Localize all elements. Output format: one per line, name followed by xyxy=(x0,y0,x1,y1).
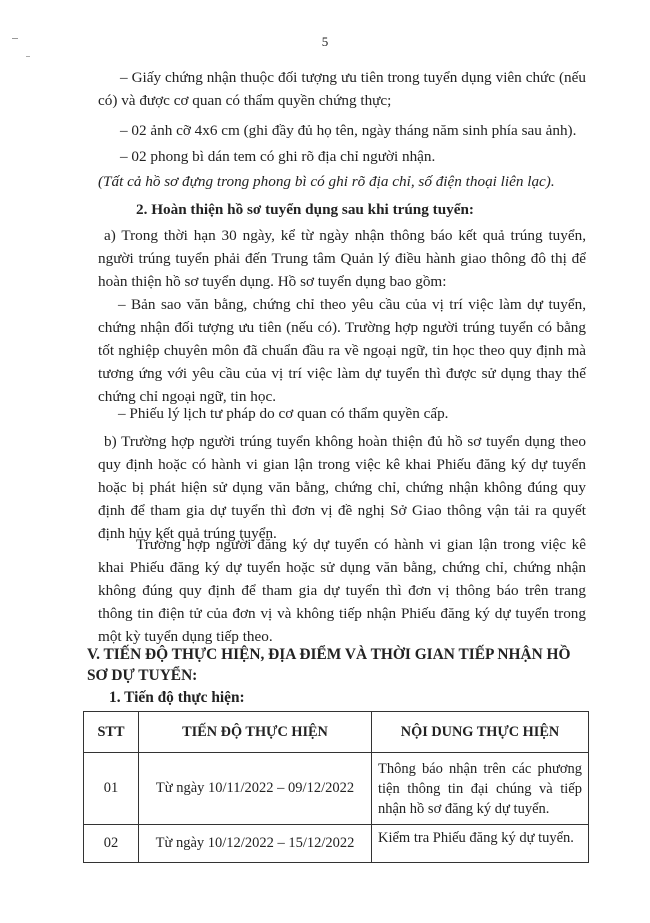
column-header: STT xyxy=(84,712,139,753)
sub-heading: 1. Tiến độ thực hiện: xyxy=(109,689,245,706)
table-cell: Từ ngày 10/11/2022 – 09/12/2022 xyxy=(139,753,372,825)
paragraph: b) Trường hợp người trúng tuyển không hoàn thiện đủ hồ sơ tuyển dụng theo quy định hoặc có hành vi gian lận trong việc kê khai Phiếu đăng ký dự tuyển hoặc bị phát hiện sử dụng văn bằng, chứng chỉ, chứng nhận không đúng quy định để tham gia dự tuyển thì đơn vị đề nghị Sở Giao thông vận tải ra quyết định hủy kết quả trúng tuyển. xyxy=(98,433,586,542)
paragraph: Trường hợp người đăng ký dự tuyển có hành vi gian lận trong việc kê khai Phiếu đăng ký dự tuyển hoặc sử dụng văn bằng, chứng chỉ, chứng nhận không đúng quy định để tham gia dự tuyển thì đơn vị thông báo trên trang thông tin điện tử của đơn vị và không tiếp nhận Phiếu đăng ký dự tuyển trong một kỳ tuyển dụng tiếp theo. xyxy=(98,536,586,645)
table-row xyxy=(84,753,589,825)
table-header-row xyxy=(84,712,589,753)
page-number: 5 xyxy=(321,34,329,49)
column-header: NỘI DUNG THỰC HIỆN xyxy=(372,712,589,753)
paragraph: – Giấy chứng nhận thuộc đối tượng ưu tiên trong tuyển dụng viên chức (nếu có) và được cơ quan có thẩm quyền chứng thực; xyxy=(98,69,586,109)
paragraph: a) Trong thời hạn 30 ngày, kể từ ngày nhận thông báo kết quả trúng tuyển, người trúng tuyển phải đến Trung tâm Quản lý điều hành giao thông đô thị để hoàn thiện hồ sơ tuyển dụng. Hồ sơ tuyển dụng bao gồm: xyxy=(98,227,586,290)
paragraph: – Bản sao văn bằng, chứng chỉ theo yêu cầu của vị trí việc làm dự tuyển, chứng nhận đối tượng ưu tiên (nếu có). Trường hợp người trúng tuyển có bằng tốt nghiệp chuyên môn đã chuẩn đầu ra về ngoại ngữ, tin học theo quy định mà tương ứng với yêu cầu của vị trí việc làm dự tuyển thì được sử dụng thay thế chứng chỉ ngoại ngữ, tin học. xyxy=(98,296,586,405)
paragraph: – 02 ảnh cỡ 4x6 cm (ghi đầy đủ họ tên, ngày tháng năm sinh phía sau ảnh). xyxy=(120,122,577,139)
schedule-table xyxy=(83,711,589,863)
section-heading: V. TIẾN ĐỘ THỰC HIỆN, ĐỊA ĐIỂM VÀ THỜI GIAN TIẾP NHẬN HỒ SƠ DỰ TUYỂN: xyxy=(87,646,571,684)
paragraph: – 02 phong bì dán tem có ghi rõ địa chỉ người nhận. xyxy=(120,148,436,165)
paragraph: – Phiếu lý lịch tư pháp do cơ quan có thẩm quyền cấp. xyxy=(118,405,449,422)
paragraph-italic: (Tất cả hồ sơ đựng trong phong bì có ghi rõ địa chỉ, số điện thoại liên lạc). xyxy=(98,173,555,190)
table-cell: 02 xyxy=(84,825,139,863)
table-row xyxy=(84,825,589,863)
scan-mark xyxy=(26,56,30,57)
table-cell: Kiểm tra Phiếu đăng ký dự tuyển. xyxy=(372,825,589,863)
table-cell: Thông báo nhận trên các phương tiện thông tin đại chúng và tiếp nhận hồ sơ đăng ký dự tuyển. xyxy=(372,753,589,825)
table-cell: Từ ngày 10/12/2022 – 15/12/2022 xyxy=(139,825,372,863)
table-cell: 01 xyxy=(84,753,139,825)
subheading: 2. Hoàn thiện hồ sơ tuyển dụng sau khi trúng tuyển: xyxy=(136,201,474,218)
column-header: TIẾN ĐỘ THỰC HIỆN xyxy=(139,712,372,753)
